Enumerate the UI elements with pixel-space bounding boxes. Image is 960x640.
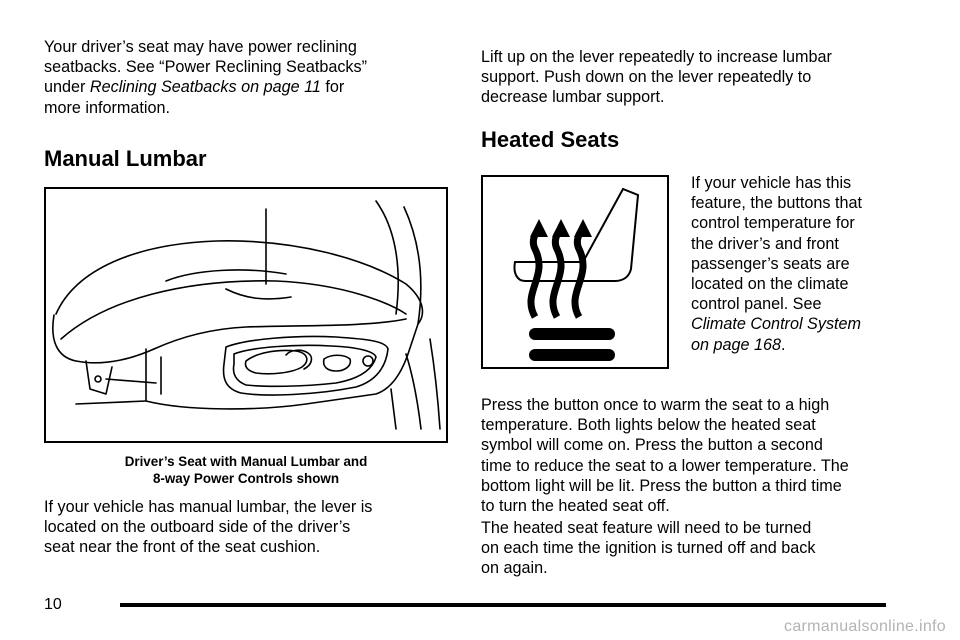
climate-control-link[interactable]: Climate Control System on page 168 (691, 315, 862, 354)
seat-illustration (46, 189, 446, 441)
side-text-end: . (781, 335, 786, 354)
indicator-light-bottom (529, 349, 615, 361)
heated-seat-icon (483, 177, 667, 367)
figure-caption-line-1: Driver’s Seat with Manual Lumbar and (124, 454, 368, 469)
lumbar-support-paragraph: Lift up on the lever repeatedly to increase lumbar support. Push down on the lever repeatedly to decrease lumbar support. (481, 48, 832, 107)
footer-rule (120, 603, 886, 607)
manual-lumbar-heading: Manual Lumbar (44, 146, 207, 171)
heated-seat-operation-paragraph: Press the button once to warm the seat to a high temperature. Both lights below the heated seat symbol will come on. Press the button a second time to reduce the seat to a lower temperature. The bottom light will be lit. Press the button a third time to turn the heated seat off. (481, 396, 849, 516)
seatback-intro-paragraph (44, 37, 448, 118)
page-number: 10 (44, 596, 62, 613)
heated-seats-side-text (691, 173, 891, 355)
heated-seat-symbol-figure (481, 175, 669, 369)
manual-lumbar-paragraph: If your vehicle has manual lumbar, the lever is located on the outboard side of the driver’s seat near the front of the seat cushion. (44, 498, 373, 557)
intro-text: Your driver’s seat may have power reclining seatbacks. See “Power Reclining Seatbacks” under (44, 38, 368, 97)
intro-text-end: for more information. (44, 78, 345, 117)
figure-caption (44, 453, 448, 487)
side-text: If your vehicle has this feature, the buttons that control temperature for the driver’s and front passenger’s seats are located on the climate control panel. See (691, 174, 862, 314)
watermark: carmanualsonline.info (784, 618, 946, 635)
figure-caption-line-2: 8-way Power Controls shown (152, 471, 339, 486)
reclining-seatbacks-link[interactable]: Reclining Seatbacks on page 11 (89, 78, 321, 97)
indicator-light-top (529, 328, 615, 340)
heated-seats-heading: Heated Seats (481, 127, 620, 152)
driver-seat-figure (44, 187, 448, 443)
heated-seat-ignition-paragraph: The heated seat feature will need to be turned on each time the ignition is turned off and back on again. (481, 519, 816, 578)
